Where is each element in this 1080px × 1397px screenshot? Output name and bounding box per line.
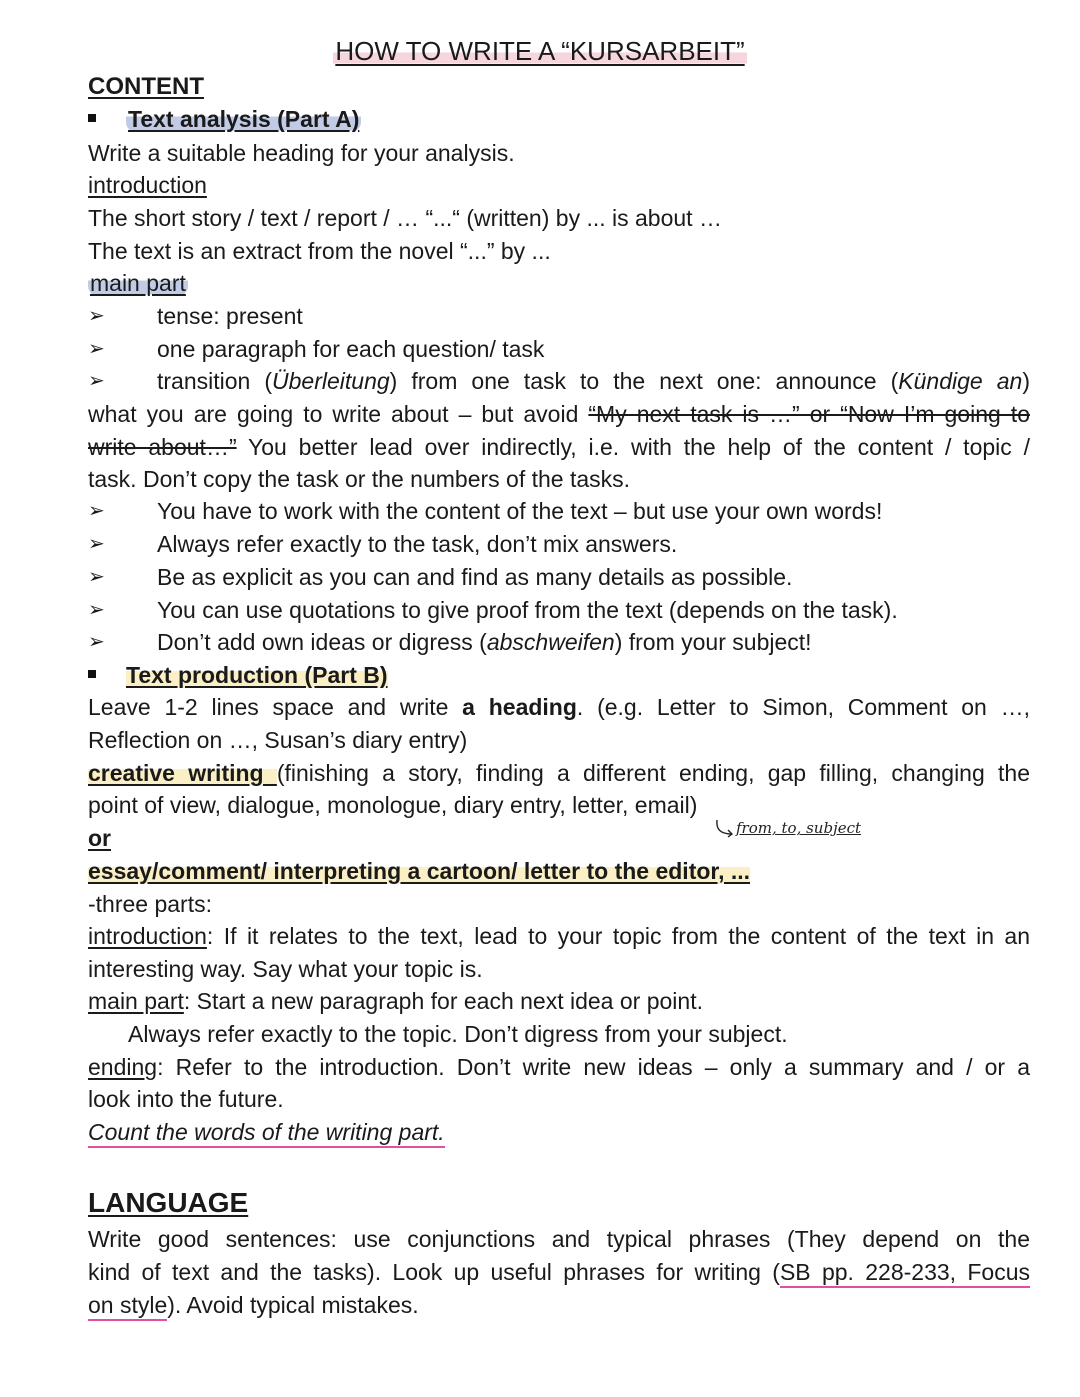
arrow-bullet-icon: ➢	[88, 370, 105, 392]
bullet-tense: tense: present	[157, 303, 303, 329]
language-line-1: Write good sentences: use conjunctions and typical phrases (They depend on the	[88, 1226, 1030, 1252]
essay-introduction-2: interesting way. Say what your topic is.	[88, 956, 483, 982]
leave-lines-examples: Reflection on …, Susan’s diary entry)	[88, 727, 468, 753]
creative-writing-line-2: point of view, dialogue, monologue, diary entry, letter, email)	[88, 792, 698, 818]
intro-line-1: The short story / text / report / … “...“ (written) by ... is about …	[88, 205, 722, 231]
essay-types: essay/comment/ interpreting a cartoon/ letter to the editor, ...	[88, 858, 751, 884]
part-a-heading: Text analysis (Part A)	[88, 104, 361, 134]
bullet-own-words: You have to work with the content of the text – but use your own words!	[157, 498, 883, 524]
arrow-bullet-icon: ➢	[88, 599, 105, 621]
arrow-bullet-icon: ➢	[88, 338, 105, 360]
essay-main-part: main part: Start a new paragraph for each next idea or point.	[88, 988, 703, 1014]
arrow-bullet-icon: ➢	[88, 500, 105, 522]
square-bullet-icon	[88, 114, 96, 122]
essay-main-part-2: Always refer exactly to the topic. Don’t digress from your subject.	[128, 1021, 788, 1047]
part-b-heading: Text production (Part B)	[88, 660, 388, 690]
or-label: or	[88, 825, 111, 851]
transition-line-3: write about…” You better lead over indirectly, i.e. with the help of the content / topic /	[88, 434, 1030, 460]
creative-writing-line: creative writing (finishing a story, finding a different ending, gap filling, changing the	[88, 760, 1030, 786]
transition-line-1: transition (Überleitung) from one task to the next one: announce (Kündige an)	[157, 368, 1030, 394]
main-part-label: main part	[90, 270, 186, 296]
page-title: HOW TO WRITE A “KURSARBEIT”	[335, 36, 745, 66]
arrow-bullet-icon: ➢	[88, 566, 105, 588]
square-bullet-icon	[88, 670, 96, 678]
language-line-2: kind of text and the tasks). Look up useful phrases for writing (SB pp. 228-233, Focus	[88, 1257, 1030, 1287]
intro-line-2: The text is an extract from the novel “...” by ...	[88, 238, 551, 264]
essay-ending: ending: Refer to the introduction. Don’t write new ideas – only a summary and / or a	[88, 1054, 1030, 1080]
intro-label: introduction	[88, 172, 207, 198]
bullet-quotes: You can use quotations to give proof from the text (depends on the task).	[157, 597, 898, 623]
count-words-note: Count the words of the writing part.	[88, 1117, 445, 1147]
transition-line-2: what you are going to write about – but avoid “My next task is …” or “Now I’m going to	[88, 401, 1030, 427]
curved-arrow-icon	[714, 819, 736, 841]
essay-introduction: introduction: If it relates to the text, lead to your topic from the content of the text in an	[88, 923, 1030, 949]
bullet-explicit: Be as explicit as you can and find as many details as possible.	[157, 564, 793, 590]
bullet-paragraph: one paragraph for each question/ task	[157, 336, 545, 362]
arrow-bullet-icon: ➢	[88, 533, 105, 555]
bullet-digress: Don’t add own ideas or digress (abschweifen) from your subject!	[157, 629, 812, 655]
heading-instruction: Write a suitable heading for your analysis.	[88, 140, 515, 166]
language-line-3: on style). Avoid typical mistakes.	[88, 1290, 419, 1320]
transition-line-4: task. Don’t copy the task or the numbers of the tasks.	[88, 466, 631, 492]
arrow-bullet-icon: ➢	[88, 631, 105, 653]
leave-lines-instruction: Leave 1-2 lines space and write a heading. (e.g. Letter to Simon, Comment on …,	[88, 694, 1030, 720]
arrow-bullet-icon: ➢	[88, 305, 105, 327]
essay-ending-2: look into the future.	[88, 1086, 284, 1112]
bullet-refer: Always refer exactly to the task, don’t mix answers.	[157, 531, 678, 557]
content-heading: CONTENT	[88, 73, 204, 100]
three-parts: -three parts:	[88, 891, 212, 917]
handwritten-note: from, to, subject	[714, 819, 861, 841]
language-heading: LANGUAGE	[88, 1187, 249, 1218]
